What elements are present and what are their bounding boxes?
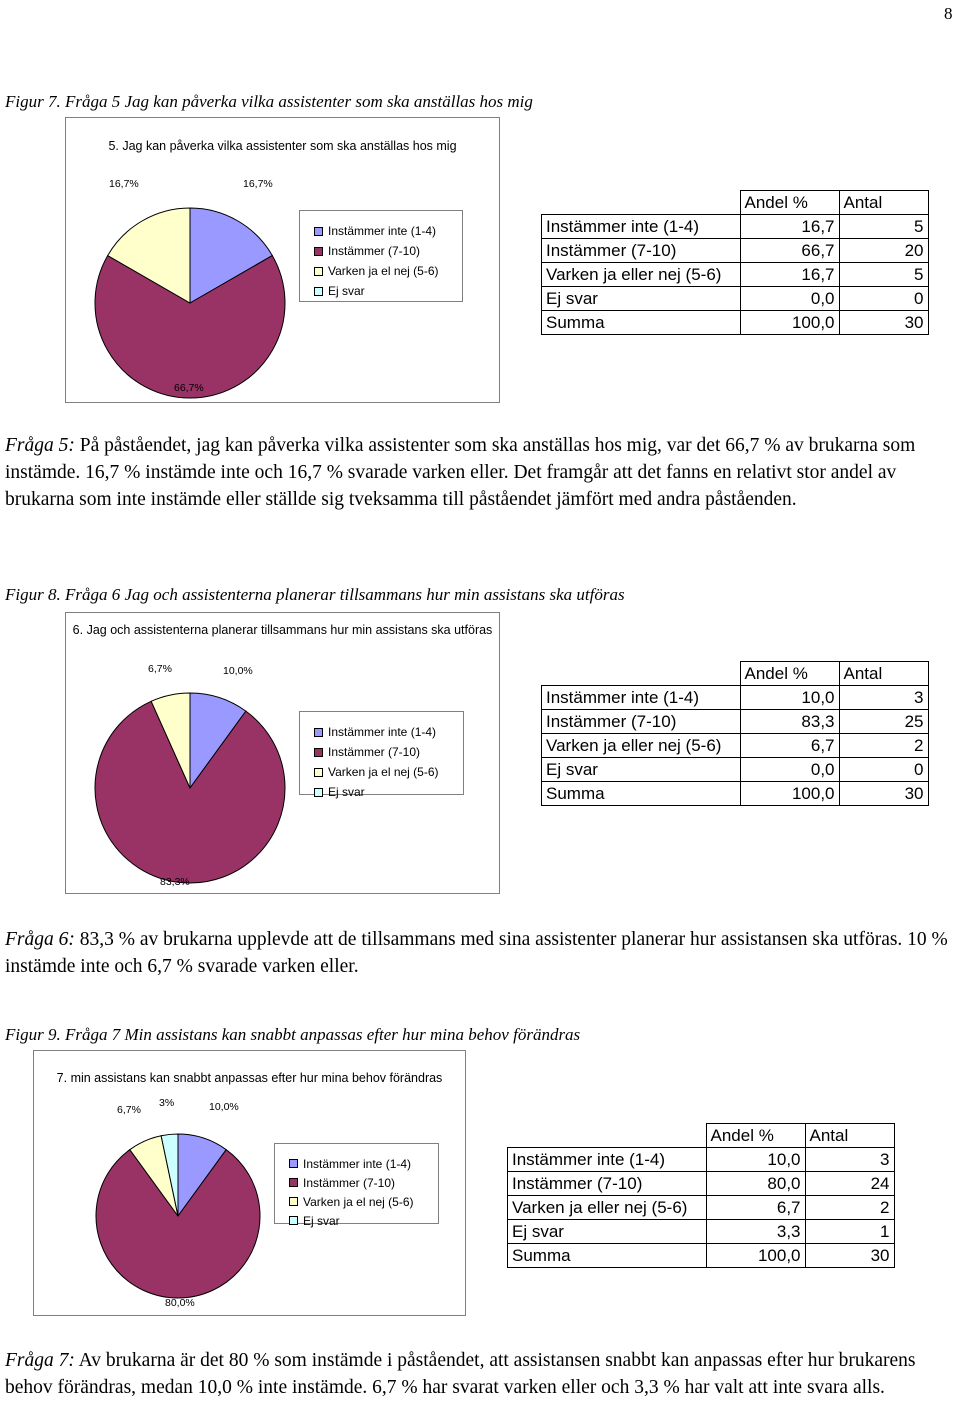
table-row: Varken ja eller nej (5-6) 6,7 2 [542, 734, 929, 758]
chart-legend [299, 210, 463, 302]
table-row: Summa 100,0 30 [542, 311, 929, 335]
table-row: Instämmer (7-10) 80,0 24 [508, 1172, 895, 1196]
table-row: Instämmer inte (1-4) 10,0 3 [542, 686, 929, 710]
table-row: Instämmer (7-10) 83,3 25 [542, 710, 929, 734]
figure-9-caption: Figur 9. Fråga 7 Min assistans kan snabbt anpassas efter hur mina behov förändras [5, 1025, 581, 1044]
legend-label: Varken ja el nej (5-6) [303, 1194, 414, 1209]
chart-legend [299, 711, 464, 799]
chart-title: 5. Jag kan påverka vilka assistenter som ska anställas hos mig [108, 139, 457, 153]
legend-label: Instämmer inte (1-4) [328, 224, 437, 238]
legend-swatch [314, 267, 323, 276]
table-row: Summa 100,0 30 [542, 782, 929, 806]
figure-8-table [541, 661, 929, 806]
figure-7-paragraph: Fråga 5: På påståendet, jag kan påverka vilka assistenter som ska anställas hos mig, var det 66,7 % av brukarna som instämde. 16,7 % instämde inte och 16,7 % svarade varken eller. Det framgår att det fanns en relativt stor andel av brukarna som inte instämde eller ställde sig tveksamma till påståendet jämfört med andra påståenden. [5, 435, 916, 510]
figure-8-caption: Figur 8. Fråga 6 Jag och assistenterna planerar tillsammans hur min assistans ska utföras [5, 585, 625, 604]
table-row: Varken ja eller nej (5-6) 16,7 5 [542, 263, 929, 287]
page-number: 8 [944, 4, 953, 23]
legend-label: Instämmer inte (1-4) [303, 1156, 412, 1171]
figure-7-table [541, 190, 929, 335]
legend-swatch [289, 1159, 298, 1168]
header-antal: Antal [839, 191, 928, 215]
legend-swatch [314, 287, 323, 296]
table-row: Ej svar 0,0 0 [542, 287, 929, 311]
pct-label-instammer: 83,3% [160, 876, 190, 888]
legend-swatch [314, 748, 323, 757]
figure-9-table [507, 1123, 895, 1268]
legend-item [314, 762, 463, 782]
legend-item [314, 241, 462, 261]
legend-item [314, 782, 463, 802]
legend-label: Instämmer (7-10) [328, 244, 421, 258]
pct-label-instammer: 66,7% [174, 382, 204, 394]
header-antal: Antal [805, 1124, 894, 1148]
legend-swatch [289, 1197, 298, 1206]
figure-7-chart [65, 117, 500, 403]
legend-label: Instämmer (7-10) [328, 745, 421, 759]
legend-label: Instämmer inte (1-4) [328, 725, 437, 739]
chart-title: 7. min assistans kan snabbt anpassas efter hur mina behov förändras [56, 1071, 443, 1085]
chart-title: 6. Jag och assistenterna planerar tillsammans hur min assistans ska utföras [72, 623, 493, 637]
header-andel: Andel % [706, 1124, 805, 1148]
legend-label: Instämmer (7-10) [303, 1175, 396, 1190]
legend-item [289, 1154, 438, 1173]
legend-swatch [314, 728, 323, 737]
header-andel: Andel % [740, 662, 839, 686]
legend-item [314, 261, 462, 281]
legend-label: Varken ja el nej (5-6) [328, 765, 439, 779]
table-row: Ej svar 0,0 0 [542, 758, 929, 782]
table-row: Summa 100,0 30 [508, 1244, 895, 1268]
pct-label-varken: 6,7% [117, 1104, 141, 1116]
legend-swatch [314, 788, 323, 797]
table-row: Instämmer (7-10) 66,7 20 [542, 239, 929, 263]
legend-label: Varken ja el nej (5-6) [328, 264, 439, 278]
table-row: Instämmer inte (1-4) 16,7 5 [542, 215, 929, 239]
table-header-row [542, 662, 929, 686]
legend-label: Ej svar [328, 284, 365, 298]
legend-item [289, 1192, 438, 1211]
pct-label-instammer-inte: 16,7% [243, 178, 273, 190]
table-header-row [542, 191, 929, 215]
legend-swatch [289, 1178, 298, 1187]
pct-label-instammer-inte: 10,0% [209, 1101, 239, 1113]
pct-label-varken: 16,7% [109, 178, 139, 190]
legend-swatch [314, 247, 323, 256]
chart-legend [274, 1143, 439, 1228]
legend-swatch [314, 768, 323, 777]
pct-label-varken: 6,7% [148, 663, 172, 675]
table-row: Varken ja eller nej (5-6) 6,7 2 [508, 1196, 895, 1220]
legend-item [314, 281, 462, 301]
legend-label: Ej svar [328, 785, 365, 799]
table-row: Instämmer inte (1-4) 10,0 3 [508, 1148, 895, 1172]
figure-7-caption: Figur 7. Fråga 5 Jag kan påverka vilka assistenter som ska anställas hos mig [5, 92, 533, 111]
legend-item [314, 221, 462, 241]
legend-item [289, 1211, 438, 1230]
table-header-row [508, 1124, 895, 1148]
figure-8-paragraph: Fråga 6: 83,3 % av brukarna upplevde att de tillsammans med sina assistenter planerar hur assistansen ska utföras. 10 % instämde inte och 6,7 % svarade varken eller. [5, 929, 948, 977]
legend-swatch [314, 227, 323, 236]
legend-item [289, 1173, 438, 1192]
header-andel: Andel % [740, 191, 839, 215]
pct-label-instammer: 80,0% [165, 1297, 195, 1309]
figure-9-paragraph: Fråga 7: Av brukarna är det 80 % som instämde i påståendet, att assistansen snabbt kan anpassas efter hur brukarens behov förändras, medan 10,0 % inte instämde. 6,7 % har svarat varken eller och 3,3 % har valt att inte svara alls. [5, 1350, 916, 1398]
legend-label: Ej svar [303, 1213, 340, 1228]
figure-9-chart [33, 1050, 466, 1316]
header-antal: Antal [839, 662, 928, 686]
legend-item [314, 722, 463, 742]
legend-swatch [289, 1216, 298, 1225]
legend-item [314, 742, 463, 762]
pct-label-instammer-inte: 10,0% [223, 665, 253, 677]
pct-label-ej-svar: 3% [159, 1097, 175, 1109]
table-row: Ej svar 3,3 1 [508, 1220, 895, 1244]
figure-8-chart [65, 612, 500, 894]
